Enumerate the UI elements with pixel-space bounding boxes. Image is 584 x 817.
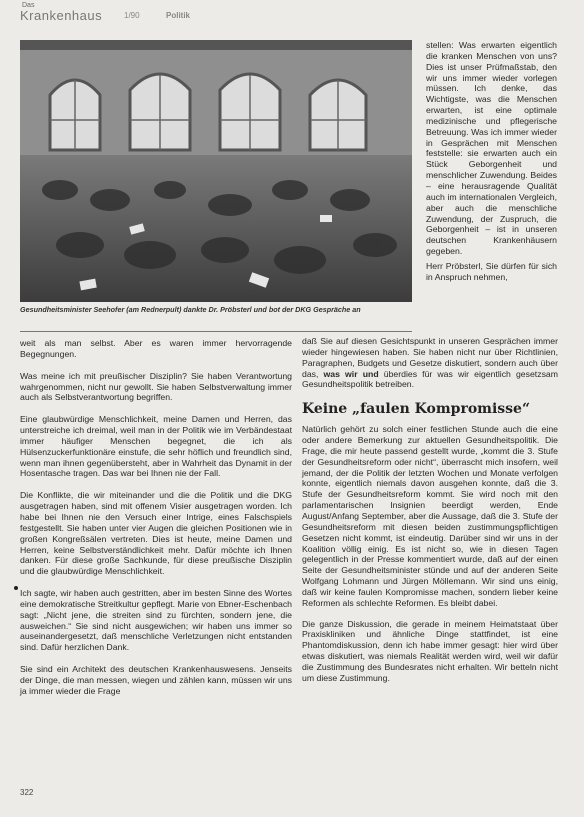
left-paragraph-4: Die Konflikte, die wir miteinander und die die Politik und die DKG ausgetragen haben, sind mit offenem Visier ausgetragen worden. Ich habe bei Ihnen nie den Versuch einer Intrige, eines Falschspiels festgestellt. Sie haben unter vier Augen die gleichen Positionen wie in großen Kongreßsälen vertreten. Dies ist heute, meine Damen und Herren, keine Selbstverständlichkeit mehr. Dafür möchte ich Ihnen danken. Für diese große Sachkunde, für diese preußische Disziplin und die glaubwürdige Menschlichkeit. bbox=[20, 490, 292, 577]
left-paragraph-3: Eine glaubwürdige Menschlichkeit, meine Damen und Herren, das unterstreiche ich dreimal, weil man in der Politik wie im Verbändestaat immer häufiger Menschen begegnet, die ich als Hülsenzuckerfunktionäre einstufe, die sehr höflich und freundlich sind, wenn man ihnen gegenübersteht, aber in Wahrheit das Dynamit in der Hosentasche tragen. Das war bei Ihnen nie der Fall. bbox=[20, 414, 292, 479]
event-photo bbox=[20, 40, 412, 302]
page-number: 322 bbox=[20, 788, 34, 797]
middle-paragraph-3: Die ganze Diskussion, die gerade in meinem Heimatstaat über Praxiskliniken und ähnliche Dinge stattfindet, ist eine Phantomdiskussion, denn ich habe immer gesagt: hier wird über etwas diskutiert, was niemals Realität werden wird, weil wir dafür die Zustimmung des Bundesrates nicht erhalten. Wir betteln nicht um diese Zustimmung. bbox=[302, 618, 558, 683]
right-column-text: stellen: Was erwarten eigentlich die kranken Menschen von uns? Dies ist unser Prüfmaßstab, den wir uns immer wieder vorlegen müssen. Ich denke, das Wichtigste, was die Menschen erwarten, ist eine optimale medizinische und pflegerische Betreuung. Was ich immer wieder in Gesprächen mit Menschen feststelle: sie erwarten auch ein Stück Geborgenheit und menschlicher Zuwendung. Beides – eine herausragende Qualität auch im internationalen Vergleich, aber auch die menschliche Zuwendung, der Zuspruch, die Geborgenheit – ist in unseren deutschen Krankenhäusern gegeben. bbox=[426, 40, 557, 257]
header-small: Das bbox=[22, 2, 35, 9]
left-paragraph-6: Sie sind ein Architekt des deutschen Krankenhauswesens. Jenseits der Dinge, die man messen, wiegen und zählen kann, müssen wir uns ja immer wieder die Frage bbox=[20, 664, 292, 696]
middle-column bbox=[302, 336, 558, 694]
middle-paragraph-1-text-c: überdies für was wir eigentlich gesetzsam Gesundheitspolitik betreiben. bbox=[302, 368, 558, 390]
middle-paragraph-1 bbox=[302, 336, 558, 390]
middle-paragraph-1-text-a: daß Sie auf diesen Gesichtspunkt in unseren Gesprächen immer wieder hingewiesen haben. Sie haben nicht nur über Richtlinien, Paragraphen, Budgets und Gesetze diskutiert, sondern auch über das, bbox=[302, 336, 558, 379]
middle-paragraph-1-emphasis: was wir und bbox=[323, 368, 379, 379]
margin-bullet bbox=[14, 586, 18, 590]
right-column-text-2: Herr Pröbsterl, Sie dürfen für sich in Anspruch nehmen, bbox=[426, 260, 557, 282]
left-paragraph-5: Ich sagte, wir haben auch gestritten, aber im besten Sinne des Wortes eine demokratische Streitkultur gepflegt. Marie von Ebner-Eschenbach sagt: „Nicht jene, die streiten sind zu fürchten, sondern jene, die ausweichen.“ Sie sind nicht ausgewichen; wir haben uns immer so auseinandergesetzt, daß menschliche Verletzungen nicht entstanden sind. Dafür herzlichen Dank. bbox=[20, 588, 292, 653]
left-paragraph-2: Was meine ich mit preußischer Disziplin? Sie haben Verantwortung wahrgenommen, nicht nur gewollt. Sie haben Selbstverwaltung immer auch als Selbstverantwortung begriffen. bbox=[20, 370, 292, 403]
left-paragraph-1: weit als man selbst. Aber es waren immer hervorragende Begegnungen. bbox=[20, 338, 292, 359]
magazine-title: Krankenhaus bbox=[20, 8, 103, 23]
left-column bbox=[20, 338, 292, 708]
section-heading: Keine „faulen Kompromisse“ bbox=[302, 401, 531, 418]
photo-caption: Gesundheitsminister Seehofer (am Rednerpult) dankte Dr. Pröbsterl und bot der DKG Gespräche an bbox=[20, 305, 361, 314]
divider bbox=[20, 331, 412, 332]
right-column bbox=[426, 40, 557, 283]
issue-number: 1/90 bbox=[124, 11, 140, 20]
middle-paragraph-2: Natürlich gehört zu solch einer festlichen Stunde auch die eine oder andere Bemerkung zur aktuellen Gesundheitspolitik. Die Frage, die mir heute passend gestellt wurde, „kommt die 3. Stufe der Gesundheitsreform oder nicht“, überrascht mich insofern, weil jemand, der die Politik der letzten Wochen und Monate verfolgen konnte, eigentlich niemals davon ausgehen konnte, daß die 3. Stufe der Gesundheitsreform kommt. Sie wird noch mit den parlamentarischen Insignien beerdigt werden, Ende August/Anfang September, aber die Aussage, daß die 3. Stufe der Gesundheitsreform mit diesen beiden zustimmungspflichtigen Gesetzen nicht kommt, ist eindeutig. Darüber sind wir uns in der Koalition völlig einig. Es ist nicht so, wie in diesen Tagen gelegentlich in der Presse kommentiert wurde, daß auf der einen Seite der Gesundheitsminister stünde und auf der anderen Seite Wolfgang Lohmann und Jürgen Möllemann. Wir sind uns einig, daß wir keine faulen Kompromisse machen, sondern lieber keine Reformen als schlechte Reformen. Es bleibt dabei. bbox=[302, 424, 558, 608]
section-label: Politik bbox=[166, 11, 191, 20]
